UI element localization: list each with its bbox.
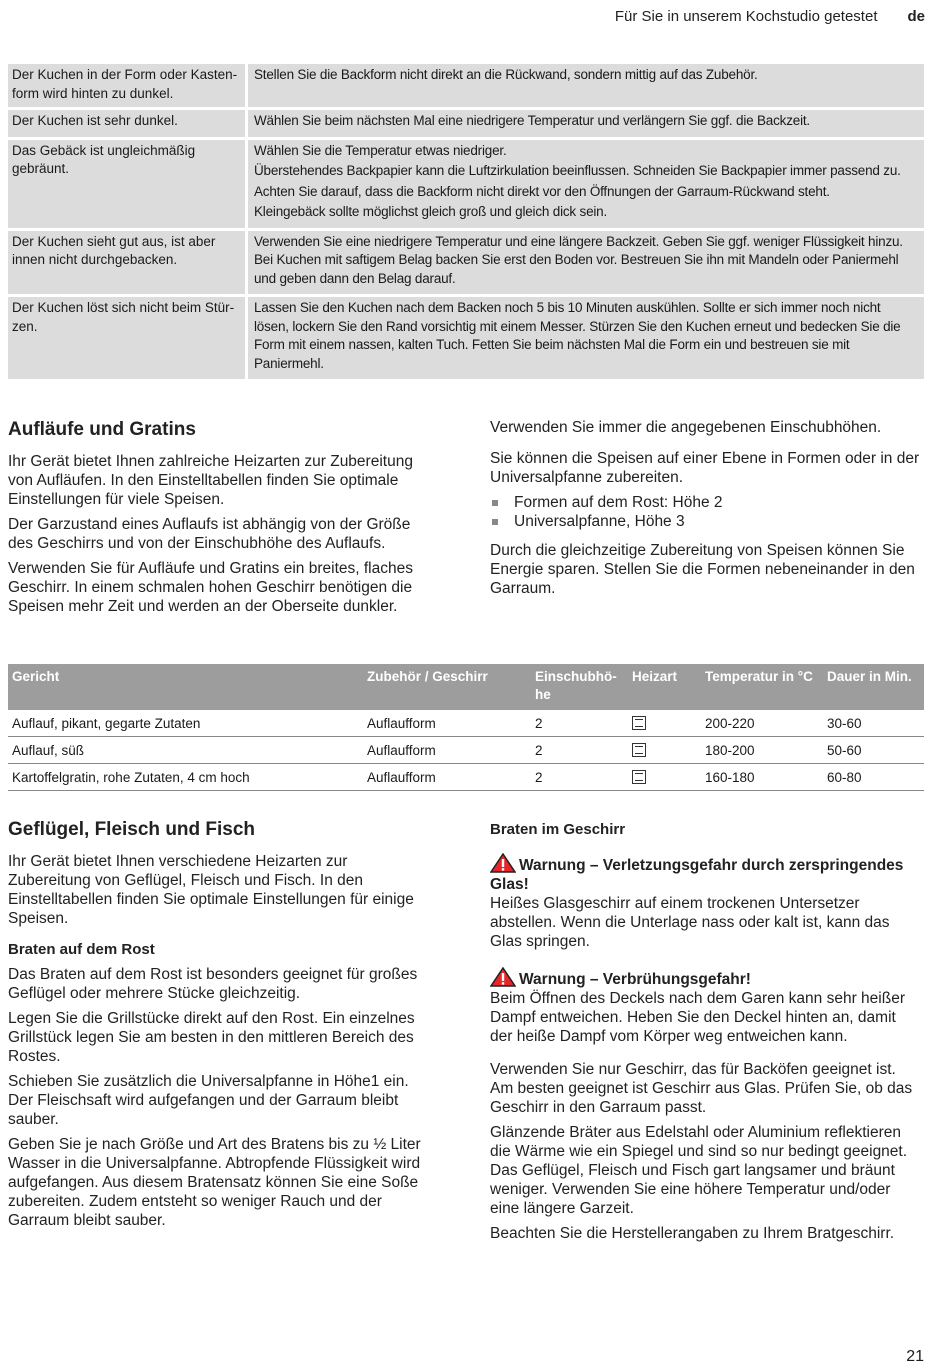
warning-block bbox=[490, 967, 922, 1046]
column-header: Gericht bbox=[8, 664, 363, 710]
warning-title-text: Warnung – Verbrühungsgefahr! bbox=[519, 971, 751, 988]
solution-cell bbox=[248, 297, 924, 379]
problem-cell: Der Kuchen löst sich nicht beim Stür-zen. bbox=[8, 297, 248, 379]
paragraph: Glänzende Bräter aus Edelstahl oder Aluminium reflektieren die Wärme wie ein Spiegel und sind so nur bedingt geeignet. Das Geflügel, Fleisch und Fisch gart langsamer und bräunt weniger. Verwenden Sie eine höhere Temperatur und/oder eine längere Garzeit. bbox=[490, 1124, 908, 1217]
heat-cell bbox=[628, 710, 701, 737]
problem-cell: Der Kuchen ist sehr dunkel. bbox=[8, 110, 248, 137]
list-item: Formen auf dem Rost: Höhe 2 bbox=[490, 493, 920, 512]
duration-cell: 30-60 bbox=[823, 710, 924, 737]
paragraph: Das Braten auf dem Rost ist besonders geeignet für großes Geflügel oder mehrere Stücke gleichzeitig. bbox=[8, 966, 418, 1002]
gratin-left-column bbox=[8, 418, 428, 622]
level-cell: 2 bbox=[531, 764, 628, 791]
dishware-cell: Auflaufform bbox=[363, 710, 531, 737]
problem-cell: Der Kuchen in der Form oder Kasten-form wird hinten zu dunkel. bbox=[8, 64, 248, 107]
paragraph: Verwenden Sie für Aufläufe und Gratins ein breites, flaches Geschirr. In einem schmalen hohen Geschirr benötigen die Speisen mehr Zeit und werden an der Oberseite dunkler. bbox=[8, 560, 413, 615]
paragraph: Ihr Gerät bietet Ihnen verschiedene Heizarten zur Zubereitung von Geflügel, Fleisch und Fisch. In den Einstelltabellen finden Sie optimale Einstellungen für einige Speisen. bbox=[8, 853, 414, 927]
column-header: Einschubhö-he bbox=[531, 664, 628, 710]
solution-text: Lassen Sie den Kuchen nach dem Backen noch 5 bis 10 Minuten auskühlen. Sollte er sich immer noch nicht lösen, lockern Sie den Rand vorsichtig mit einem Messer. Stürzen Sie den Kuchen erneut und bedecken Sie die Form mit einem nassen, kalten Tuch. Fetten Sie beim nächsten Mal die Form ein und bestreuen sie mit Paniermehl. bbox=[254, 300, 901, 371]
warning-title bbox=[490, 967, 922, 989]
temperature-cell: 160-180 bbox=[701, 764, 823, 791]
warning-triangle-icon bbox=[490, 853, 516, 873]
bullet-list bbox=[490, 493, 920, 531]
list-item: Universalpfanne, Höhe 3 bbox=[490, 512, 920, 531]
paragraph: Ihr Gerät bietet Ihnen zahlreiche Heizarten zur Zubereitung von Aufläufen. In den Einstelltabellen finden Sie optimale Einstellungen für viele Speisen. bbox=[8, 453, 413, 508]
paragraph: Verwenden Sie immer die angegebenen Einschubhöhen. bbox=[490, 419, 882, 436]
warning-text: Beim Öffnen des Deckels nach dem Garen kann sehr heißer Dampf entweichen. Heben Sie den Deckel hinten an, damit der heiße Dampf vom Körper weg entweichen kann. bbox=[490, 990, 905, 1045]
page-number: 21 bbox=[906, 1348, 924, 1365]
column-header: Zubehör / Geschirr bbox=[363, 664, 531, 710]
gratin-right-column bbox=[490, 418, 920, 604]
warning-triangle-icon bbox=[490, 967, 516, 987]
temperature-cell: 200-220 bbox=[701, 710, 823, 737]
top-bottom-heat-icon bbox=[632, 743, 646, 757]
solution-text: Achten Sie darauf, dass die Backform nicht direkt vor den Öffnungen der Garraum-Rückwand steht. bbox=[254, 183, 830, 199]
table-row bbox=[8, 140, 924, 228]
solution-text: Stellen Sie die Backform nicht direkt an die Rückwand, sondern mittig auf das Zubehör. bbox=[254, 67, 758, 82]
duration-cell: 50-60 bbox=[823, 737, 924, 764]
paragraph: Geben Sie je nach Größe und Art des Bratens bis zu ½ Liter Wasser in die Universalpfanne. Abtropfende Flüssigkeit wird aufgefangen. Aus diesem Bratensatz können Sie eine Soße zubereiten. Zudem entsteht so weniger Rauch und der Garraum bleibt sauber. bbox=[8, 1136, 421, 1229]
warning-block bbox=[490, 853, 922, 951]
table-row bbox=[8, 64, 924, 107]
temperature-cell: 180-200 bbox=[701, 737, 823, 764]
heat-cell bbox=[628, 737, 701, 764]
table-row bbox=[8, 710, 924, 737]
column-header: Dauer in Min. bbox=[823, 664, 924, 710]
paragraph: Schieben Sie zusätzlich die Universalpfanne in Höhe1 ein. Der Fleischsaft wird aufgefangen und der Garraum bleibt sauber. bbox=[8, 1073, 409, 1128]
page-header bbox=[615, 8, 925, 25]
paragraph: Durch die gleichzeitige Zubereitung von Speisen können Sie Energie sparen. Stellen Sie die Formen nebeneinander in den Garraum. bbox=[490, 542, 915, 597]
paragraph: Der Garzustand eines Auflaufs ist abhängig von der Größe des Geschirrs und von der Einschubhöhe des Auflaufs. bbox=[8, 516, 411, 552]
dish-cell: Auflauf, pikant, gegarte Zutaten bbox=[8, 710, 363, 737]
warning-title bbox=[490, 853, 922, 894]
subsection-heading: Braten auf dem Rost bbox=[8, 941, 155, 958]
troubleshooting-table bbox=[8, 64, 924, 382]
solution-cell bbox=[248, 64, 924, 107]
solution-text: Überstehendes Backpapier kann die Luftzirkulation beeinflussen. Schneiden Sie Backpapier immer passend zu. bbox=[254, 163, 901, 178]
solution-text: Kleingebäck sollte möglichst gleich groß und gleich dick sein. bbox=[254, 204, 608, 219]
table-row bbox=[8, 737, 924, 764]
level-cell: 2 bbox=[531, 710, 628, 737]
paragraph: Beachten Sie die Herstellerangaben zu Ihrem Bratgeschirr. bbox=[490, 1225, 895, 1242]
duration-cell: 60-80 bbox=[823, 764, 924, 791]
table-row bbox=[8, 110, 924, 137]
language-code: de bbox=[907, 8, 925, 25]
dishware-cell: Auflaufform bbox=[363, 764, 531, 791]
problem-cell: Der Kuchen sieht gut aus, ist aber innen nicht durchgebacken. bbox=[8, 231, 248, 295]
dishware-cell: Auflaufform bbox=[363, 737, 531, 764]
column-header: Heizart bbox=[628, 664, 701, 710]
solution-text: Wählen Sie beim nächsten Mal eine niedrigere Temperatur und verlängern Sie ggf. die Backzeit. bbox=[254, 113, 810, 128]
subsection-heading: Braten im Geschirr bbox=[490, 821, 626, 838]
header-title: Für Sie in unserem Kochstudio getestet bbox=[614, 8, 878, 25]
warning-text: Heißes Glasgeschirr auf einem trockenen Untersetzer abstellen. Wenn die Unterlage nass oder kalt ist, kann das Glas springen. bbox=[490, 895, 890, 950]
paragraph: Sie können die Speisen auf einer Ebene in Formen oder in der Universalpfanne zubereiten. bbox=[490, 450, 920, 486]
settings-table bbox=[8, 664, 924, 791]
solution-text: Wählen Sie die Temperatur etwas niedriger. bbox=[254, 142, 507, 158]
table-row bbox=[8, 764, 924, 791]
meat-left-column bbox=[8, 818, 433, 1236]
warning-title-text: Warnung – Verletzungsgefahr durch zerspringendes Glas! bbox=[490, 857, 904, 893]
solution-cell bbox=[248, 140, 924, 228]
section-heading: Aufläufe und Gratins bbox=[8, 419, 196, 440]
heat-cell bbox=[628, 764, 701, 791]
top-bottom-heat-icon bbox=[632, 770, 646, 784]
solution-cell bbox=[248, 110, 924, 137]
paragraph: Verwenden Sie nur Geschirr, das für Backöfen geeignet ist. Am besten geeignet ist Geschirr aus Glas. Prüfen Sie, ob das Geschirr in den Garraum passt. bbox=[490, 1061, 913, 1116]
section-heading: Geflügel, Fleisch und Fisch bbox=[8, 819, 256, 840]
dish-cell: Kartoffelgratin, rohe Zutaten, 4 cm hoch bbox=[8, 764, 363, 791]
paragraph: Legen Sie die Grillstücke direkt auf den Rost. Ein einzelnes Grillstück legen Sie am besten in den mittleren Bereich des Rostes. bbox=[8, 1010, 415, 1065]
solution-text: Verwenden Sie eine niedrigere Temperatur und eine längere Backzeit. Geben Sie ggf. weniger Flüssigkeit hinzu. Bei Kuchen mit saftigem Belag backen Sie erst den Boden vor. Bestreuen Sie ihn mit Mandeln oder Paniermehl und geben dann den Belag darauf. bbox=[254, 233, 903, 286]
problem-cell: Das Gebäck ist ungleichmäßig gebräunt. bbox=[8, 140, 248, 228]
table-header-row bbox=[8, 664, 924, 710]
top-bottom-heat-icon bbox=[632, 716, 646, 730]
table-row bbox=[8, 231, 924, 295]
column-header: Temperatur in °C bbox=[701, 664, 823, 710]
dish-cell: Auflauf, süß bbox=[8, 737, 363, 764]
solution-cell bbox=[248, 231, 924, 295]
meat-right-column bbox=[490, 820, 922, 1249]
level-cell: 2 bbox=[531, 737, 628, 764]
table-row bbox=[8, 297, 924, 379]
